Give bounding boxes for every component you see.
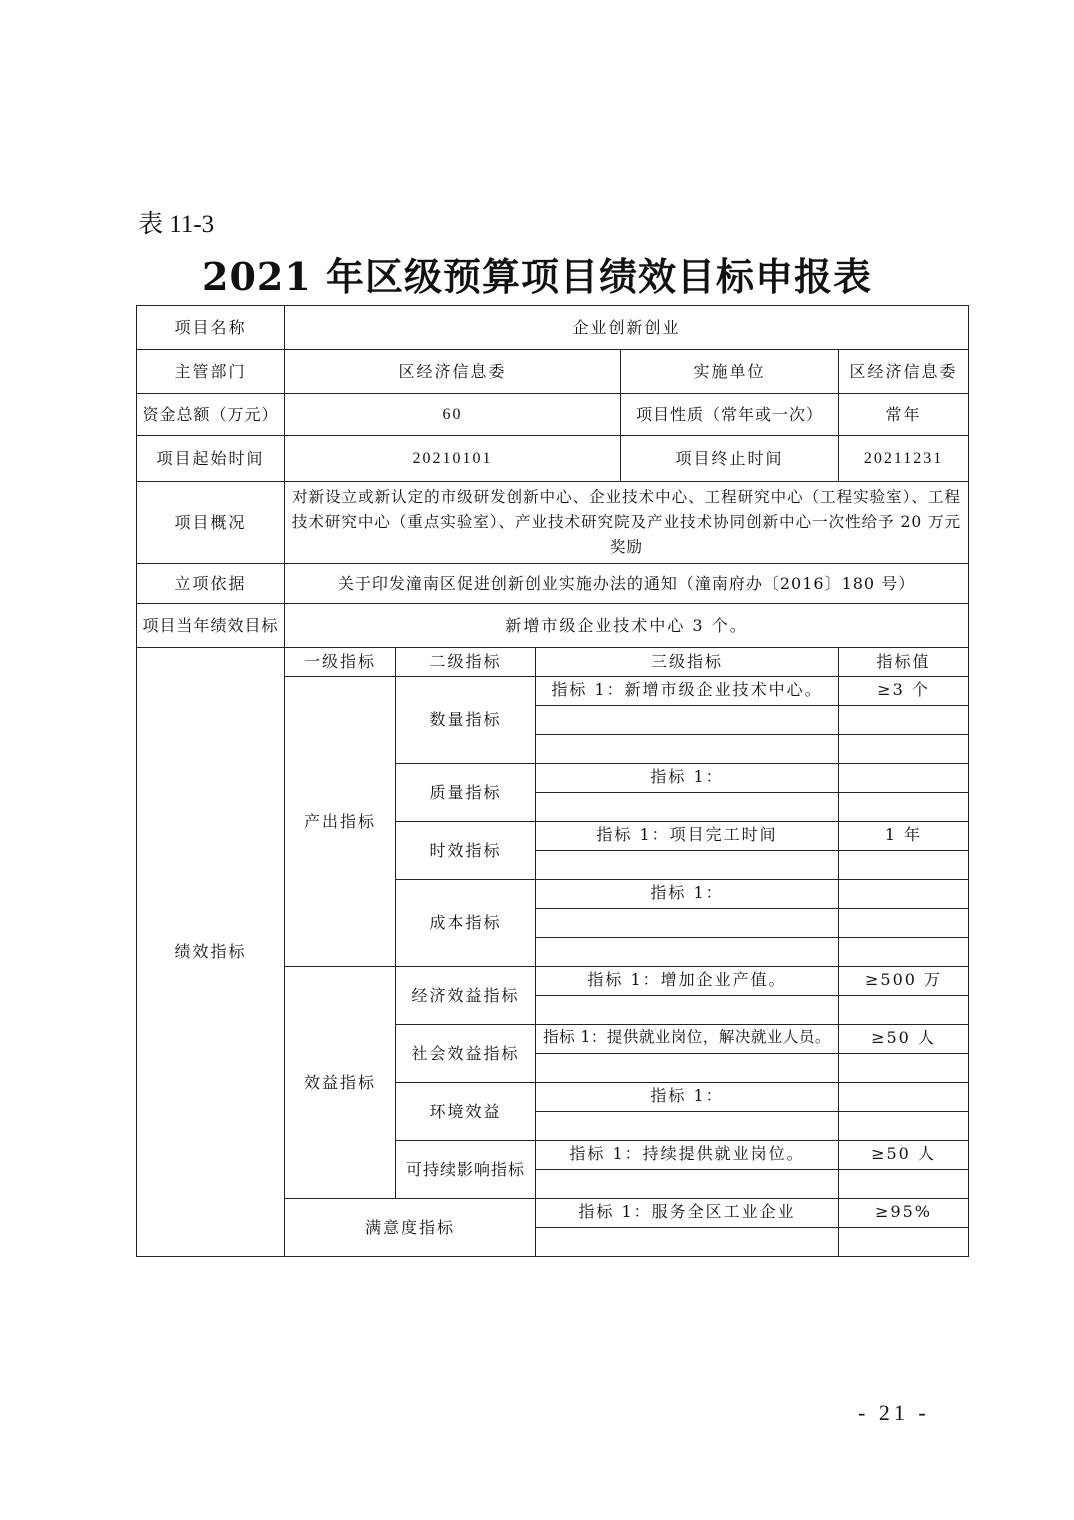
empty-cell [536,735,839,764]
empty-cell [839,1170,969,1199]
social-indicator-1-value: ≥50 人 [839,1025,969,1054]
empty-cell [839,764,969,793]
output-indicator-label: 产出指标 [285,677,396,967]
empty-cell [536,851,839,880]
col-value-header: 指标值 [839,648,969,677]
economic-indicator-1: 指标 1：增加企业产值。 [536,967,839,996]
table-row [137,394,969,436]
satisfaction-indicator-label: 满意度指标 [285,1199,536,1257]
benefit-indicator-label: 效益指标 [285,967,396,1199]
social-indicator-label: 社会效益指标 [396,1025,536,1083]
impl-unit-label: 实施单位 [621,350,839,394]
empty-cell [839,909,969,938]
nature-value: 常年 [839,394,969,436]
goal-value: 新增市级企业技术中心 3 个。 [285,604,969,648]
goal-label: 项目当年绩效目标 [137,604,285,648]
overview-value: 对新设立或新认定的市级研发创新中心、企业技术中心、工程研究中心（工程实验室）、工程技术研究中心（重点实验室）、产业技术研究院及产业技术协同创新中心一次性给予 20 万元奖励 [285,482,969,564]
empty-cell [839,851,969,880]
table-row [137,648,969,677]
empty-cell [536,1170,839,1199]
empty-cell [536,1228,839,1257]
project-name-label: 项目名称 [137,306,285,350]
start-value: 20210101 [285,436,621,482]
timeliness-indicator-label: 时效指标 [396,822,536,880]
sustainable-indicator-1-value: ≥50 人 [839,1141,969,1170]
empty-cell [839,880,969,909]
social-indicator-1: 指标 1：提供就业岗位，解决就业人员。 [536,1025,839,1054]
cost-indicator-label: 成本指标 [396,880,536,967]
cost-indicator-1: 指标 1： [536,880,839,909]
empty-cell [839,1083,969,1112]
table-row [137,350,969,394]
table-row [137,306,969,350]
fund-value: 60 [285,394,621,436]
sustainable-indicator-1: 指标 1：持续提供就业岗位。 [536,1141,839,1170]
table-row [137,436,969,482]
col-level2-header: 二级指标 [396,648,536,677]
document-title: 2021 年区级预算项目绩效目标申报表 [202,254,872,299]
timeliness-indicator-1-value: 1 年 [839,822,969,851]
fund-label: 资金总额（万元） [137,394,285,436]
empty-cell [536,909,839,938]
empty-cell [536,938,839,967]
dept-value: 区经济信息委 [285,350,621,394]
performance-target-table [136,305,969,1257]
page-number: - 21 - [858,1400,930,1425]
empty-cell [839,735,969,764]
dept-label: 主管部门 [137,350,285,394]
nature-label: 项目性质（常年或一次） [621,394,839,436]
economic-indicator-1-value: ≥500 万 [839,967,969,996]
end-label: 项目终止时间 [621,436,839,482]
quantity-indicator-label: 数量指标 [396,677,536,764]
empty-cell [839,1112,969,1141]
end-value: 20211231 [839,436,969,482]
environment-indicator-label: 环境效益 [396,1083,536,1141]
project-name-value: 企业创新创业 [285,306,969,350]
empty-cell [536,793,839,822]
start-label: 项目起始时间 [137,436,285,482]
quality-indicator-1: 指标 1： [536,764,839,793]
empty-cell [839,706,969,735]
indicators-section-label: 绩效指标 [137,648,285,1257]
empty-cell [839,996,969,1025]
empty-cell [839,793,969,822]
table-row [137,564,969,604]
quality-indicator-label: 质量指标 [396,764,536,822]
empty-cell [839,1054,969,1083]
table-label: 表 11-3 [138,211,215,238]
table-row [137,482,969,564]
empty-cell [536,996,839,1025]
col-level1-header: 一级指标 [285,648,396,677]
environment-indicator-1: 指标 1： [536,1083,839,1112]
empty-cell [536,1112,839,1141]
satisfaction-indicator-1: 指标 1：服务全区工业企业 [536,1199,839,1228]
quantity-indicator-1-value: ≥3 个 [839,677,969,706]
col-level3-header: 三级指标 [536,648,839,677]
empty-cell [536,1054,839,1083]
quantity-indicator-1: 指标 1：新增市级企业技术中心。 [536,677,839,706]
empty-cell [536,706,839,735]
satisfaction-indicator-1-value: ≥95% [839,1199,969,1228]
basis-value: 关于印发潼南区促进创新创业实施办法的通知（潼南府办〔2016〕180 号） [285,564,969,604]
empty-cell [839,938,969,967]
empty-cell [839,1228,969,1257]
timeliness-indicator-1: 指标 1：项目完工时间 [536,822,839,851]
table-row [137,604,969,648]
economic-indicator-label: 经济效益指标 [396,967,536,1025]
overview-label: 项目概况 [137,482,285,564]
basis-label: 立项依据 [137,564,285,604]
impl-unit-value: 区经济信息委 [839,350,969,394]
sustainable-indicator-label: 可持续影响指标 [396,1141,536,1199]
